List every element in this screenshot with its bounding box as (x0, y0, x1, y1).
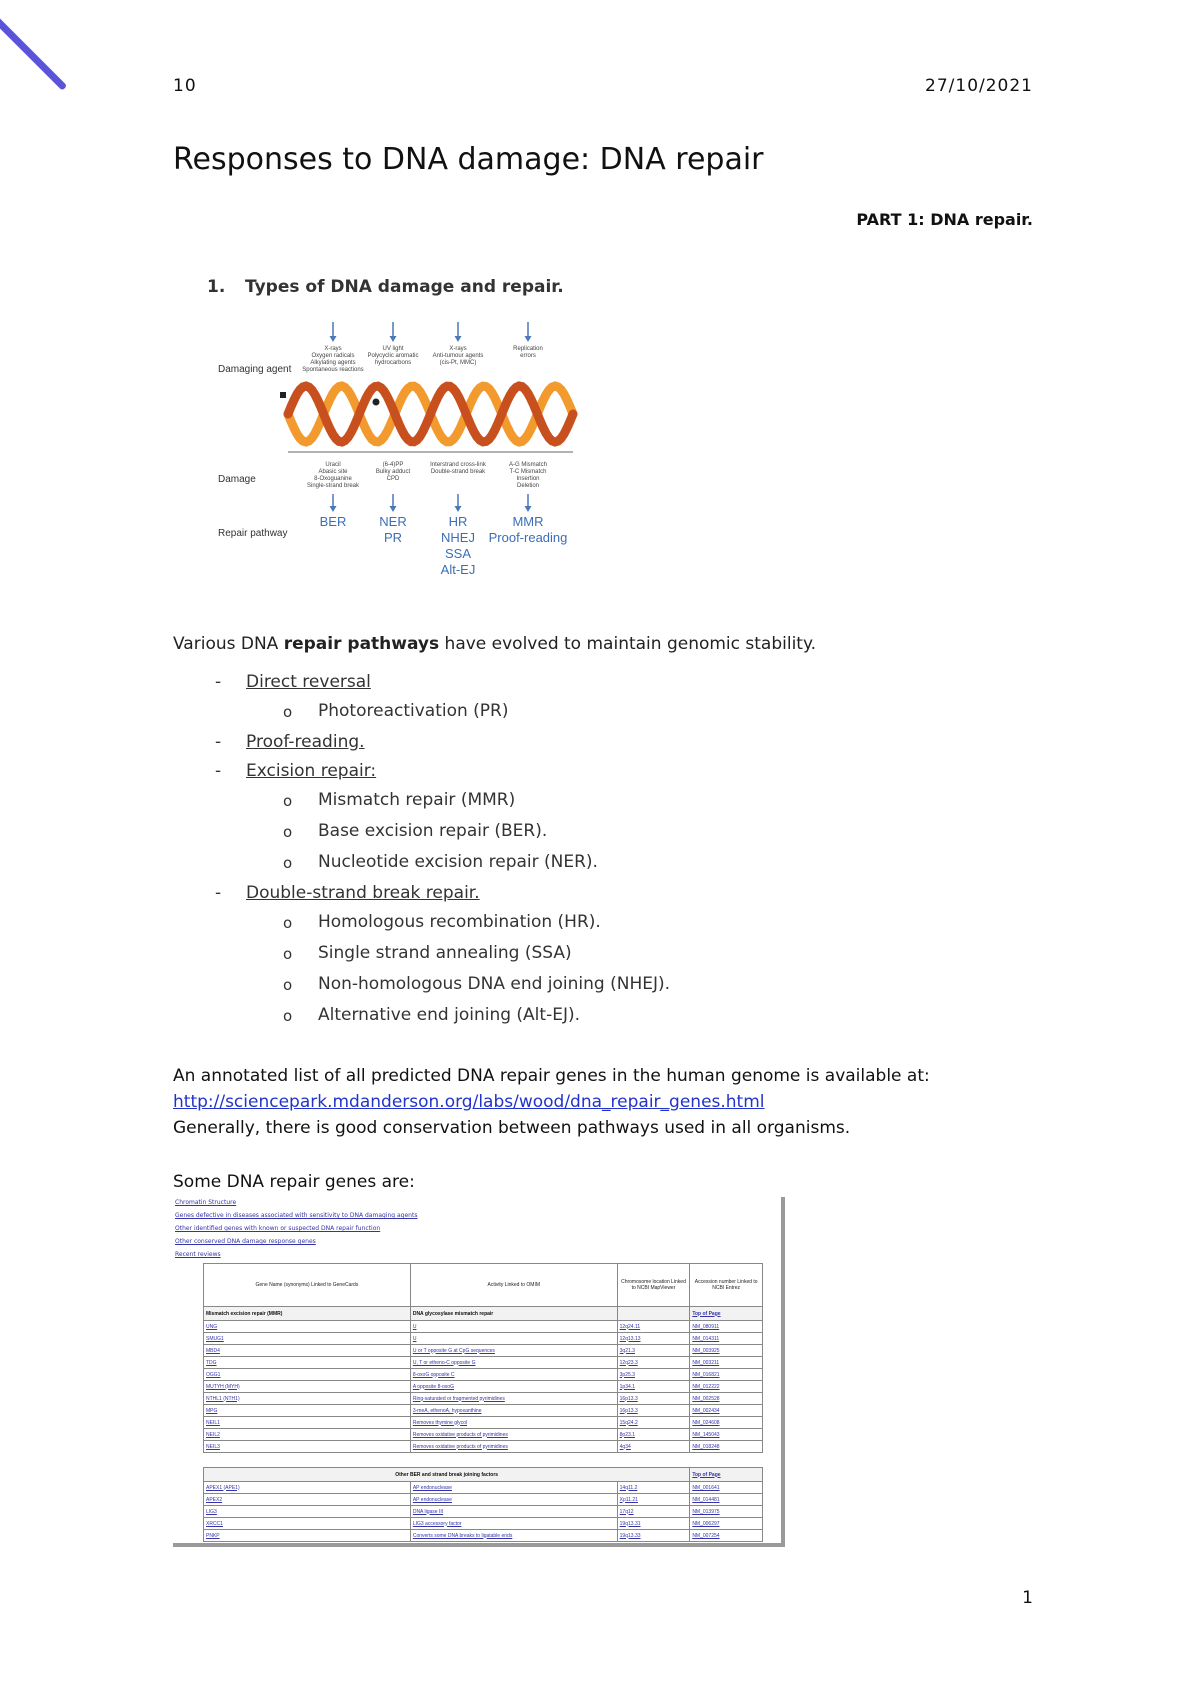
accession-cell[interactable]: NM_024608 (690, 1417, 763, 1429)
chromosome-cell[interactable]: 14q11.2 (617, 1482, 690, 1494)
agent-label: Replication (513, 346, 543, 352)
damage-texts (307, 462, 547, 489)
damage-label: Bulky adduct (375, 469, 411, 475)
agent-label: X-rays (324, 346, 342, 352)
gene-table-section-row: Mismatch excision repair (MMR) DNA glycosylase mismatch repair Top of Page (204, 1307, 763, 1321)
page-title: Responses to DNA damage: DNA repair (173, 142, 764, 177)
chromosome-cell[interactable]: 4q34 (617, 1441, 690, 1453)
corner-annotation-stroke (0, 15, 67, 91)
damage-label: CPD (386, 476, 400, 482)
activity-cell[interactable]: Ring-saturated or fragmented pyrimidines (410, 1393, 617, 1405)
activity-cell[interactable]: 3-meA, ethenoA, hypoxanthine (410, 1405, 617, 1417)
gene-table-row (204, 1429, 763, 1441)
gene-table-row (204, 1369, 763, 1381)
activity-cell[interactable]: Removes oxidative products of pyrimidines (410, 1429, 617, 1441)
chromosome-cell[interactable]: 12q13.13 (617, 1333, 690, 1345)
pathway-label: MMR (512, 514, 544, 529)
gene-table-row (204, 1417, 763, 1429)
intro-sentence: Various DNA repair pathways have evolved to maintain genomic stability. (173, 634, 817, 654)
annotated-list-text: An annotated list of all predicted DNA repair genes in the human genome is available at: (173, 1066, 930, 1086)
gene-name-cell[interactable]: LIG3 (204, 1506, 411, 1518)
activity-cell[interactable]: A opposite 8-oxoG (410, 1381, 617, 1393)
gene-table (203, 1263, 763, 1542)
row-label-agent: Damaging agent (218, 364, 292, 375)
dna-damage-svg (218, 322, 628, 596)
gene-table-section-row: Other BER and strand break joining factors Top of Page (204, 1468, 763, 1482)
accession-cell[interactable]: NM_003211 (690, 1357, 763, 1369)
gene-table-row (204, 1506, 763, 1518)
gene-table-link[interactable]: Recent reviews (175, 1251, 221, 1258)
list-subitem: o Homologous recombination (HR). (283, 912, 601, 932)
agent-label: Oxygen radicals (311, 353, 355, 359)
damage-label: Abasic site (318, 469, 348, 475)
agent-label: Spontaneous reactions (302, 367, 364, 373)
list-subitem: o Alternative end joining (Alt-EJ). (283, 1005, 580, 1025)
gene-name-cell[interactable]: OGG1 (204, 1369, 411, 1381)
gene-table-row (204, 1393, 763, 1405)
accession-cell[interactable]: NM_145043 (690, 1429, 763, 1441)
damage-label: Deletion (516, 483, 540, 489)
activity-cell[interactable]: 8-oxoG opposite C (410, 1369, 617, 1381)
section-label: Types of DNA damage and repair. (245, 277, 564, 297)
genes-heading: Some DNA repair genes are: (173, 1172, 415, 1192)
agent-label: UV light (382, 346, 404, 352)
accession-cell[interactable]: NM_016821 (690, 1369, 763, 1381)
gene-table-row (204, 1321, 763, 1333)
pathway-label: BER (319, 514, 347, 529)
damage-label: 8-Oxoguanine (314, 476, 352, 482)
gene-name-cell[interactable]: MBD4 (204, 1345, 411, 1357)
part-heading: PART 1: DNA repair. (856, 210, 1033, 229)
gene-table-link[interactable]: Genes defective in diseases associated with sensitivity to DNA damaging agents (175, 1212, 418, 1219)
activity-cell[interactable]: U, T or etheno-C opposite G (410, 1357, 617, 1369)
damage-label: Interstrand cross-link (430, 462, 486, 468)
gene-table-row (204, 1357, 763, 1369)
chromosome-cell[interactable]: 19q13.33 (617, 1530, 690, 1542)
arrow-head-icon (525, 506, 532, 512)
pathway-label: PR (383, 530, 403, 545)
dna-damage-diagram (218, 322, 628, 596)
chromosome-cell[interactable]: 16p13.3 (617, 1393, 690, 1405)
activity-cell[interactable]: U or T opposite G at CpG sequences (410, 1345, 617, 1357)
gene-table-header-row (204, 1264, 763, 1307)
list-subitem: o Mismatch repair (MMR) (283, 790, 516, 810)
agent-arrows (330, 322, 532, 342)
accession-cell[interactable]: NM_002528 (690, 1393, 763, 1405)
list-item: - Direct reversal (215, 672, 371, 692)
activity-cell[interactable]: U (410, 1321, 617, 1333)
gene-table-row (204, 1530, 763, 1542)
gene-table-link[interactable]: Other identified genes with known or suspected DNA repair function (175, 1225, 381, 1232)
damage-label: T-C Mismatch (509, 469, 547, 475)
list-item: - Proof-reading. (215, 732, 365, 752)
accession-cell[interactable]: NM_013975 (690, 1506, 763, 1518)
damage-label: A-G Mismatch (508, 462, 548, 468)
activity-cell[interactable]: Converts some DNA breaks to ligatable ends (410, 1530, 617, 1542)
agent-label: Polycyclic aromatic (367, 353, 419, 359)
gene-table-row (204, 1345, 763, 1357)
accession-cell[interactable]: NM_001641 (690, 1482, 763, 1494)
list-item: - Excision repair: (215, 761, 377, 781)
gene-name-cell[interactable]: APEX2 (204, 1494, 411, 1506)
list-item: - Double-strand break repair. (215, 883, 480, 903)
accession-cell[interactable]: NM_080911 (690, 1321, 763, 1333)
accession-cell[interactable]: NM_007254 (690, 1530, 763, 1542)
gene-table-body-1 (204, 1321, 763, 1453)
gene-name-cell[interactable]: SMUG1 (204, 1333, 411, 1345)
activity-cell[interactable]: Removes oxidative products of pyrimidines (410, 1441, 617, 1453)
gene-table-row (204, 1518, 763, 1530)
gene-table-row (204, 1381, 763, 1393)
lesion-marker-dot (373, 399, 380, 406)
agent-label: X-rays (449, 346, 467, 352)
accession-cell[interactable]: NM_014481 (690, 1494, 763, 1506)
dna-repair-genes-link[interactable]: http://sciencepark.mdanderson.org/labs/wood/dna_repair_genes.html (173, 1092, 765, 1112)
row-label-damage: Damage (218, 474, 256, 485)
gene-table-body-2 (204, 1482, 763, 1542)
gene-table-row (204, 1441, 763, 1453)
agent-label: Anti-tumour agents (432, 353, 484, 359)
list-subitem: o Base excision repair (BER). (283, 821, 548, 841)
gene-table-row (204, 1494, 763, 1506)
dna-helix (280, 386, 573, 452)
gene-table-row (204, 1333, 763, 1345)
damage-label: Double-strand break (430, 469, 486, 475)
repair-pathway-list (173, 672, 1033, 1036)
damage-label: Single-strand break (306, 483, 360, 489)
activity-cell[interactable]: Removes thymine glycol (410, 1417, 617, 1429)
chromosome-cell[interactable]: 17q12 (617, 1506, 690, 1518)
section-heading (207, 277, 564, 297)
gene-table-row (204, 1405, 763, 1417)
list-subitem: o Photoreactivation (PR) (283, 701, 509, 721)
chromosome-cell[interactable]: 3p25.3 (617, 1369, 690, 1381)
agent-label: (cis-Pt, MMC) (439, 360, 477, 366)
row-label-pathway: Repair pathway (218, 528, 288, 539)
header-chromosome: Chromosome location Linked to NCBI MapViewer (617, 1264, 690, 1307)
agent-label: errors (520, 353, 536, 359)
arrow-head-icon (455, 506, 462, 512)
agent-label: hydrocarbons (374, 360, 412, 366)
gene-name-cell[interactable]: MPG (204, 1405, 411, 1417)
gene-name-cell[interactable]: TDG (204, 1357, 411, 1369)
accession-cell[interactable]: NM_018248 (690, 1441, 763, 1453)
gene-name-cell[interactable]: NTHL1 (NTH1) (204, 1393, 411, 1405)
accession-cell[interactable]: NM_002434 (690, 1405, 763, 1417)
gene-name-cell[interactable]: NEIL3 (204, 1441, 411, 1453)
gene-name-cell[interactable]: XRCC1 (204, 1518, 411, 1530)
chromosome-cell[interactable]: 19q13.31 (617, 1518, 690, 1530)
activity-cell[interactable]: LIG3 accessory factor (410, 1518, 617, 1530)
chromosome-cell[interactable]: 3q21.3 (617, 1345, 690, 1357)
activity-cell[interactable]: AP endonuclease (410, 1494, 617, 1506)
page-number: 1 (1022, 1588, 1033, 1608)
header-accession: Accession number Linked to NCBI Entrez (690, 1264, 763, 1307)
list-subitem: o Single strand annealing (SSA) (283, 943, 572, 963)
header-lecture-number: 10 (173, 76, 197, 96)
chromosome-cell[interactable]: 12q23.3 (617, 1357, 690, 1369)
gene-table-row (204, 1482, 763, 1494)
lesion-marker-square (280, 392, 286, 398)
arrow-head-icon (330, 336, 337, 342)
pathway-label: NHEJ (441, 530, 475, 545)
chromosome-cell[interactable]: 16p13.3 (617, 1405, 690, 1417)
chromosome-cell[interactable]: 15q24.2 (617, 1417, 690, 1429)
chromosome-cell[interactable]: Xp11.21 (617, 1494, 690, 1506)
accession-cell[interactable]: NM_012222 (690, 1381, 763, 1393)
arrow-head-icon (455, 336, 462, 342)
gene-name-cell[interactable]: NEIL2 (204, 1429, 411, 1441)
arrow-head-icon (330, 506, 337, 512)
pathway-label: SSA (444, 546, 472, 561)
pathway-texts (320, 514, 568, 577)
header-gene-name: Gene Name (synonyms) Linked to GeneCards (204, 1264, 411, 1307)
pathway-label: HR (448, 514, 468, 529)
gene-name-cell[interactable]: PNKP (204, 1530, 411, 1542)
agent-texts (302, 346, 543, 373)
pathway-label: NER (379, 514, 407, 529)
header-date: 27/10/2021 (925, 76, 1033, 96)
arrow-head-icon (390, 506, 397, 512)
pathway-label: Proof-reading (488, 530, 568, 545)
damage-arrows (330, 494, 532, 512)
damage-label: Insertion (516, 476, 540, 482)
gene-table-link[interactable]: Other conserved DNA damage response genes (175, 1238, 316, 1245)
gene-table-screenshot (173, 1197, 785, 1547)
list-subitem: o Nucleotide excision repair (NER). (283, 852, 598, 872)
damage-label: (6-4)PP (382, 462, 404, 468)
gene-table-link[interactable]: Chromatin Structure (175, 1199, 237, 1206)
section-number: 1. (207, 277, 226, 297)
gene-name-cell[interactable]: NEIL1 (204, 1417, 411, 1429)
arrow-head-icon (525, 336, 532, 342)
activity-cell[interactable]: U (410, 1333, 617, 1345)
arrow-head-icon (390, 336, 397, 342)
chromosome-cell[interactable]: 1p34.1 (617, 1381, 690, 1393)
list-subitem: o Non-homologous DNA end joining (NHEJ). (283, 974, 671, 994)
chromosome-cell[interactable]: 8p23.1 (617, 1429, 690, 1441)
accession-cell[interactable]: NM_006297 (690, 1518, 763, 1530)
activity-cell[interactable]: AP endonuclease (410, 1482, 617, 1494)
conservation-text: Generally, there is good conservation between pathways used in all organisms. (173, 1118, 851, 1138)
header-activity: Activity Linked to OMIM (410, 1264, 617, 1307)
gene-name-cell[interactable]: APEX1 (APE1) (204, 1482, 411, 1494)
activity-cell[interactable]: DNA ligase III (410, 1506, 617, 1518)
damage-label: Uracil (325, 462, 341, 468)
accession-cell[interactable]: NM_014311 (690, 1333, 763, 1345)
pathway-label: Alt-EJ (440, 562, 476, 577)
gene-name-cell[interactable]: MUTYH (MYH) (204, 1381, 411, 1393)
accession-cell[interactable]: NM_003925 (690, 1345, 763, 1357)
chromosome-cell[interactable]: 12q24.11 (617, 1321, 690, 1333)
gene-name-cell[interactable]: UNG (204, 1321, 411, 1333)
agent-label: Alkylating agents (310, 360, 356, 366)
